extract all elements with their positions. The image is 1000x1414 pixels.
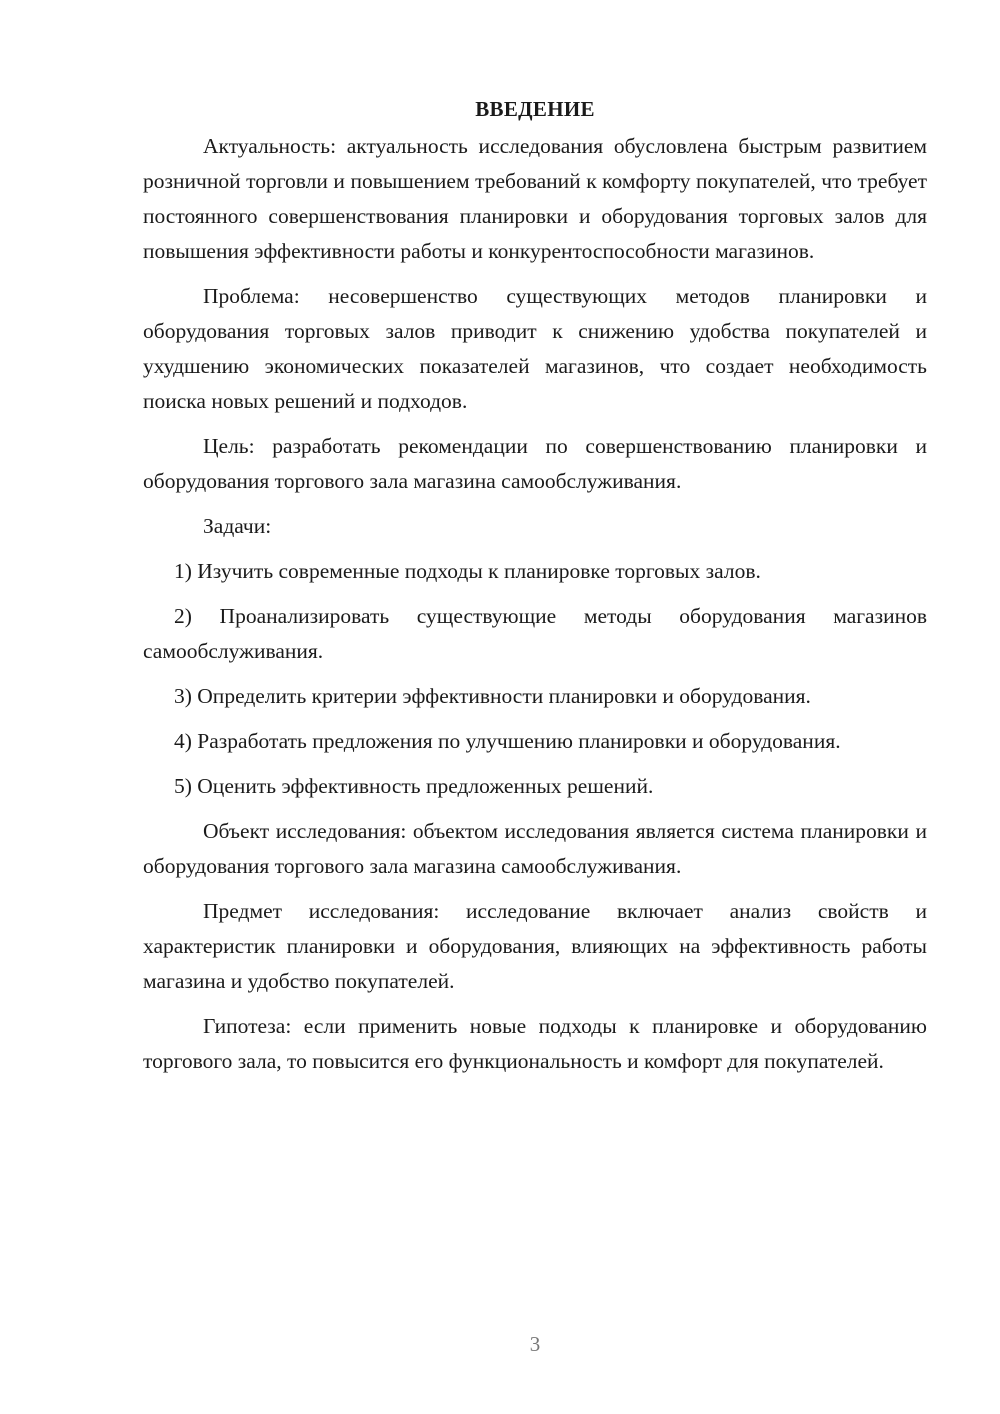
paragraph-hypothesis: Гипотеза: если применить новые подходы к планировке и оборудованию торгового зала, то повысится его функциональность и комфорт для покупателей. bbox=[143, 1014, 927, 1073]
task-item: 4) Разработать предложения по улучшению планировки и оборудования. bbox=[174, 729, 841, 753]
paragraph-relevance: Актуальность: актуальность исследования обусловлена быстрым развитием розничной торговли и повышением требований к комфорту покупателей, что требует постоянного совершенствования планировки и оборудования торговых залов для повышения эффективности работы и конкурентоспособности магазинов. bbox=[143, 134, 927, 263]
page-number: 3 bbox=[529, 1332, 541, 1356]
paragraph-object: Объект исследования: объектом исследования является система планировки и оборудования торгового зала магазина самообслуживания. bbox=[143, 819, 927, 878]
section-title: ВВЕДЕНИЕ bbox=[475, 97, 595, 121]
paragraph-tasks-heading: Задачи: bbox=[203, 514, 272, 538]
task-item: 2) Проанализировать существующие методы оборудования магазинов самообслуживания. bbox=[143, 604, 927, 663]
paragraph-goal: Цель: разработать рекомендации по совершенствованию планировки и оборудования торгового зала магазина самообслуживания. bbox=[143, 434, 927, 493]
task-item: 1) Изучить современные подходы к планировке торговых залов. bbox=[174, 559, 761, 583]
paragraph-problem: Проблема: несовершенство существующих методов планировки и оборудования торговых залов приводит к снижению удобства покупателей и ухудшению экономических показателей магазинов, что создает необходимость поиска новых решений и подходов. bbox=[143, 284, 927, 413]
document-page bbox=[143, 92, 927, 1089]
paragraph-subject: Предмет исследования: исследование включает анализ свойств и характеристик планировки и оборудования, влияющих на эффективность работы магазина и удобство покупателей. bbox=[143, 899, 927, 993]
task-item: 3) Определить критерии эффективности планировки и оборудования. bbox=[174, 684, 811, 708]
task-item: 5) Оценить эффективность предложенных решений. bbox=[174, 774, 654, 798]
